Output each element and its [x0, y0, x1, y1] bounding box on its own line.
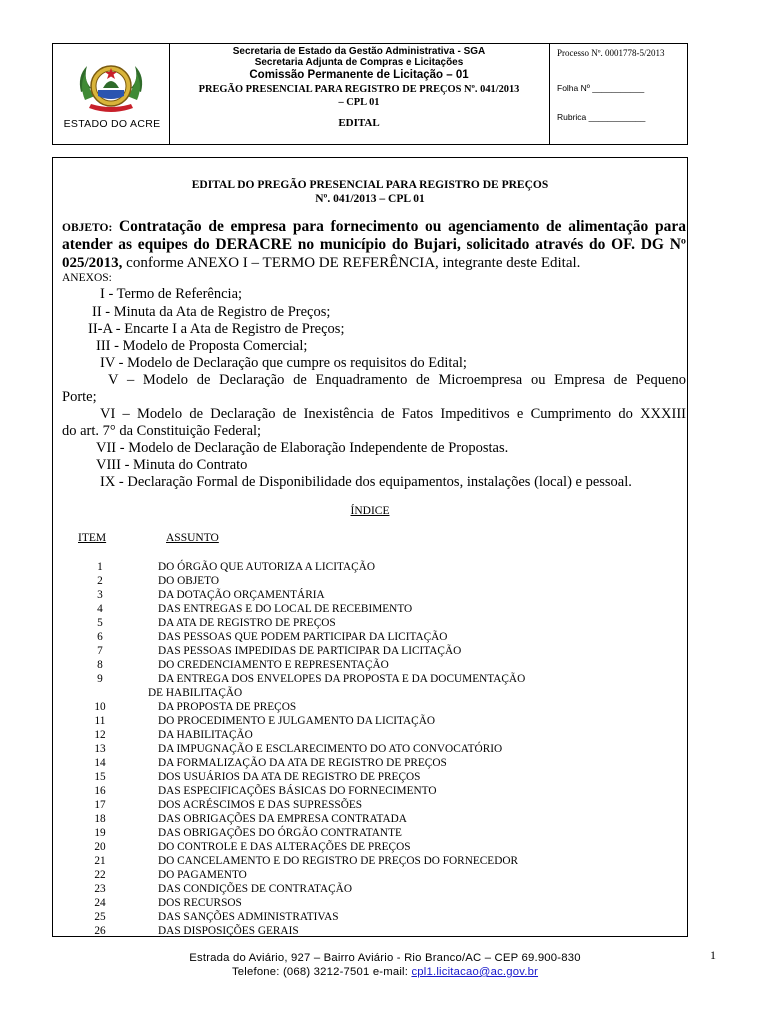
anexo-item: V – Modelo de Declaração de Enquadramento de Microempresa ou Empresa de Pequeno [108, 372, 686, 388]
indice-item-title: DAS PESSOAS IMPEDIDAS DE PARTICIPAR DA LICITAÇÃO [158, 645, 462, 657]
indice-col-assunto: ASSUNTO [166, 532, 219, 544]
indice-item-title: DAS CONDIÇÕES DE CONTRATAÇÃO [158, 883, 352, 895]
indice-item-title: DO ÓRGÃO QUE AUTORIZA A LICITAÇÃO [158, 561, 375, 573]
indice-item-number: 19 [94, 827, 106, 839]
anexo-item: II - Minuta da Ata de Registro de Preços; [92, 304, 331, 320]
indice-item-number: 1 [97, 561, 103, 573]
rubrica-field: Rubrica ____________ [557, 112, 646, 122]
indice-item-number: 17 [94, 799, 106, 811]
indice-item-title: DOS ACRÉSCIMOS E DAS SUPRESSÕES [158, 799, 363, 811]
indice-item-number: 24 [94, 897, 106, 909]
header-cpl: – CPL 01 [338, 97, 380, 108]
indice-item-title: DAS ENTREGAS E DO LOCAL DE RECEBIMENTO [158, 603, 413, 615]
indice-item-title: DAS SANÇÕES ADMINISTRATIVAS [158, 911, 339, 923]
acre-coat-of-arms-icon [75, 58, 147, 118]
indice-item-number: 5 [97, 617, 103, 629]
anexo-item: VII - Modelo de Declaração de Elaboração Independente de Propostas. [96, 440, 509, 456]
indice-item-number: 2 [97, 575, 103, 587]
indice-item-title: DA HABILITAÇÃO [158, 729, 253, 741]
indice-item-number: 16 [94, 785, 106, 797]
indice-item-title: DA IMPUGNAÇÃO E ESCLARECIMENTO DO ATO CONVOCATÓRIO [158, 743, 503, 755]
indice-item-title: DAS ESPECIFICAÇÕES BÁSICAS DO FORNECIMENTO [158, 785, 437, 797]
indice-item-title: DAS PESSOAS QUE PODEM PARTICIPAR DA LICITAÇÃO [158, 631, 448, 643]
indice-item-number: 15 [94, 771, 106, 783]
processo-number: Processo Nº. 0001778-5/2013 [557, 48, 665, 58]
indice-item-title: DA DOTAÇÃO ORÇAMENTÁRIA [158, 589, 325, 601]
anexo-item: II-A - Encarte I a Ata de Registro de Preços; [88, 321, 345, 337]
anexo-item: VI – Modelo de Declaração de Inexistência de Fatos Impeditivos e Cumprimento do XXXIII [100, 406, 686, 422]
indice-item-number: 10 [94, 701, 106, 713]
indice-item-number: 25 [94, 911, 106, 923]
header-pregao: PREGÃO PRESENCIAL PARA REGISTRO DE PREÇOS Nº. 041/2013 [198, 84, 520, 95]
indice-item-title: DO CREDENCIAMENTO E REPRESENTAÇÃO [158, 659, 389, 671]
state-label: ESTADO DO ACRE [63, 118, 161, 130]
indice-item-number: 3 [97, 589, 103, 601]
indice-table [0, 560, 770, 940]
objeto-line-2: atender as equipes do DERACRE no município do Bujari, solicitado através do OF. DG Nº [62, 236, 686, 253]
edital-title: EDITAL DO PREGÃO PRESENCIAL PARA REGISTRO DE PREÇOS [191, 179, 549, 191]
indice-item-number: 18 [94, 813, 106, 825]
indice-item-title: DAS DISPOSIÇÕES GERAIS [158, 925, 299, 937]
indice-item-number: 23 [94, 883, 106, 895]
indice-item-number: 14 [94, 757, 106, 769]
indice-item-number: 9 [97, 673, 103, 685]
indice-col-item: ITEM [78, 532, 107, 544]
indice-item-number: 7 [97, 645, 103, 657]
indice-item-number: 12 [94, 729, 106, 741]
indice-item-title: DO CANCELAMENTO E DO REGISTRO DE PREÇOS DO FORNECEDOR [158, 855, 519, 867]
header-comissao: Comissão Permanente de Licitação – 01 [249, 69, 469, 81]
footer-email-link[interactable]: cpl1.licitacao@ac.gov.br [411, 966, 539, 978]
indice-item-number: 8 [97, 659, 103, 671]
indice-item-title: DA ENTREGA DOS ENVELOPES DA PROPOSTA E DA DOCUMENTAÇÃO [158, 673, 526, 685]
anexo-item-continuation: Porte; [62, 389, 97, 405]
anexo-item: III - Modelo de Proposta Comercial; [96, 338, 308, 354]
indice-item-title: DO CONTROLE E DAS ALTERAÇÕES DE PREÇOS [158, 841, 411, 853]
indice-item-title: DOS USUÁRIOS DA ATA DE REGISTRO DE PREÇOS [158, 771, 421, 783]
indice-item-number: 11 [94, 715, 106, 727]
indice-item-title: DOS RECURSOS [158, 897, 242, 909]
indice-item-number: 26 [94, 925, 106, 937]
anexo-item: I - Termo de Referência; [100, 286, 243, 302]
footer-address: Estrada do Aviário, 927 – Bairro Aviário - Rio Branco/AC – CEP 69.900-830 [189, 952, 581, 964]
indice-item-number: 13 [94, 743, 106, 755]
indice-item-title: DAS OBRIGAÇÕES DO ÓRGÃO CONTRATANTE [158, 827, 402, 839]
indice-item-title: DAS OBRIGAÇÕES DA EMPRESA CONTRATADA [158, 813, 407, 825]
indice-item-title: DA PROPOSTA DE PREÇOS [158, 701, 297, 713]
header-doc-type: EDITAL [338, 117, 380, 129]
objeto-line-3: 025/2013, conforme ANEXO I – TERMO DE REFERÊNCIA, integrante deste Edital. [62, 255, 581, 271]
anexo-item: IV - Modelo de Declaração que cumpre os requisitos do Edital; [100, 355, 467, 371]
indice-item-number: 20 [94, 841, 106, 853]
edital-number: Nº. 041/2013 – CPL 01 [315, 193, 425, 205]
header-secretaria: Secretaria de Estado da Gestão Administrativa - SGA [232, 46, 486, 57]
folha-field: Folha Nº ___________ [557, 83, 645, 93]
header-secretaria-adjunta: Secretaria Adjunta de Compras e Licitações [254, 57, 464, 68]
indice-item-title: DO PROCEDIMENTO E JULGAMENTO DA LICITAÇÃO [158, 715, 436, 727]
objeto-line-1: OBJETO: Contratação de empresa para fornecimento ou agenciamento de alimentação para [62, 218, 687, 235]
objeto-label: OBJETO: [62, 222, 113, 234]
indice-item-title: DA ATA DE REGISTRO DE PREÇOS [158, 617, 336, 629]
indice-item-number: 6 [97, 631, 103, 643]
document-header [52, 43, 688, 145]
anexos-label: ANEXOS: [62, 272, 112, 284]
indice-item-title: DO PAGAMENTO [158, 869, 247, 881]
indice-item-title: DA FORMALIZAÇÃO DA ATA DE REGISTRO DE PREÇOS [158, 757, 447, 769]
page-number: 1 [710, 948, 716, 962]
indice-item-number: 22 [94, 869, 106, 881]
indice-item-title: DO OBJETO [158, 575, 219, 587]
indice-item-number: 4 [97, 603, 103, 615]
indice-item-title: DE HABILITAÇÃO [148, 687, 243, 699]
indice-title: ÍNDICE [350, 505, 390, 517]
anexo-item-continuation: do art. 7° da Constituição Federal; [62, 423, 262, 439]
anexo-item: VIII - Minuta do Contrato [96, 457, 248, 473]
indice-item-number: 21 [94, 855, 106, 867]
footer-contact: Telefone: (068) 3212-7501 e-mail: cpl1.licitacao@ac.gov.br [231, 966, 539, 978]
header-divider-right [549, 44, 550, 144]
anexo-item: IX - Declaração Formal de Disponibilidade dos equipamentos, instalações (local) e pessoal. [100, 474, 632, 490]
